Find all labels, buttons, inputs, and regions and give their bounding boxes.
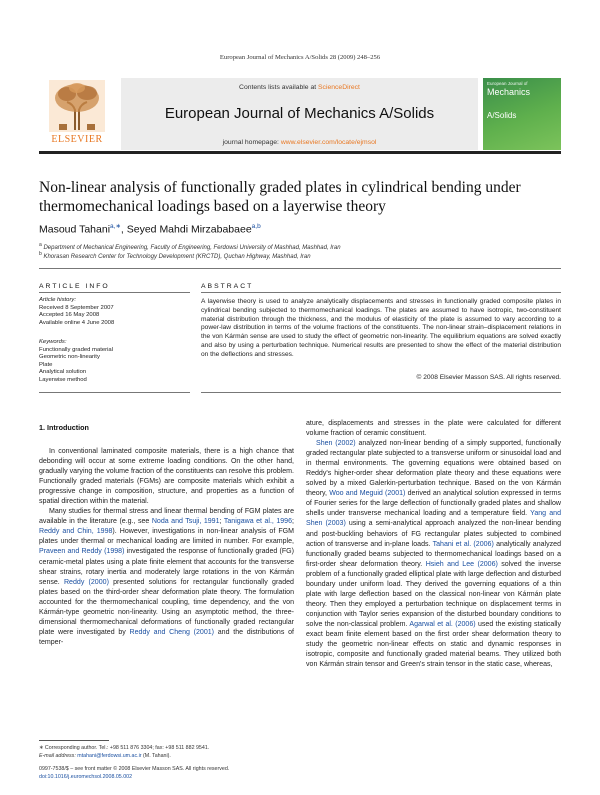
history-accepted: Accepted 16 May 2008 [39, 312, 100, 319]
history-online: Available online 4 June 2008 [39, 319, 115, 326]
affiliation-mark: b [39, 251, 42, 257]
citation-link[interactable]: Tanigawa et al., 1996 [223, 518, 293, 526]
citation-link[interactable]: Noda and Tsuji, 1991 [151, 518, 220, 526]
citation-link[interactable]: Woo and Meguid (2001) [329, 490, 406, 498]
journal-name: European Journal of Mechanics A/Solids [164, 105, 435, 122]
citation-link[interactable]: Reddy and Cheng (2001) [129, 628, 215, 636]
cover-title-text: Mechanics [487, 87, 531, 97]
text-run: analytically analyzed functionally graded beams subjected to thermomechanical loadings based on a first-order shear deformation theory. [306, 540, 561, 568]
right-column [306, 419, 561, 670]
divider [39, 268, 561, 269]
citation-link[interactable]: Reddy (2000) [63, 578, 109, 586]
email-label: E-mail address: [39, 753, 78, 759]
article-title: Non-linear analysis of functionally graded plates in cylindrical bending under thermomechanical loadings based on a layerwise theory [39, 179, 521, 215]
text-run: used the existing statically exact beam finite element based on the first order shear deformation theory to study the geometric non-linear effects on static and dynamic responses in isotropic, composite and functionally graded material beams. They utilized both von Kármán strain tensor and Green's strain tensor in the static case, whereas, [306, 620, 561, 669]
text-run: analyzed non-linear bending of a simply supported, functionally graded rectangular plate subjected to a transverse uniform or sinusoidal load and in thermal environments. The governing equations were obtained based on Reddy's higher-order shear deformation plate theory and these equations were solved by a mixed Galerkin-perturbation technique. Based on the von Kármán theory, [306, 440, 561, 498]
paragraph: In conventional laminated composite materials, there is a high chance that debonding will occur at some extreme loading conditions. On the other hand, gradually varying the volume fraction of the constituents can resolve this problem. Functionally graded materials (FGMs) are composite materials which exhibit a progressive change in composition, structure, and properties as a function of spatial direction within the material. [39, 448, 294, 506]
elsevier-logo [39, 78, 115, 150]
author-affil-mark[interactable]: a,∗ [110, 223, 121, 230]
keywords-label: Keywords: [39, 339, 67, 345]
keyword: Geometric non-linearity [39, 354, 100, 361]
author-separator: , [120, 223, 127, 236]
text-run: ). However, investigations in non-linear analysis of FGM plates under thermal or mechanical loading are limited in number. For example, [39, 528, 294, 546]
history-received: Received 8 September 2007 [39, 304, 114, 311]
publisher-name: ELSEVIER [51, 134, 103, 145]
text-run: solved the inverse problem of a functionally graded elliptical plate with large deflection and disturbed boundary under uniform load. They derived the governing equations of a thin plate with large deflection based on the classical non-linear von Kármán plate theory. Then they employed a perturbation technique on displacement terms in conjunction with Taylor series expansion of the disturbed boundary conditions to solve the non-classical problem. [306, 560, 561, 628]
contents-prefix: Contents lists available at [239, 84, 319, 91]
keyword: Plate [39, 361, 53, 368]
doi-text[interactable]: doi:10.1016/j.euromechsol.2008.05.002 [39, 774, 133, 780]
journal-cover-image [483, 78, 561, 150]
journal-homepage [121, 139, 478, 146]
article-info-heading: ARTICLE INFO [39, 283, 110, 290]
issn-line: 0997-7538/$ – see front matter © 2008 Elsevier Masson SAS. All rights reserved. [39, 766, 230, 772]
email-suffix: (M. Tahani). [141, 753, 171, 759]
contents-line [121, 78, 478, 91]
cover-sub-text: A/Solids [487, 111, 517, 120]
affiliation-mark: a [39, 242, 42, 248]
author-name: Seyed Mahdi Mirzababaee [126, 223, 252, 236]
divider [39, 392, 190, 393]
author-affil-mark[interactable]: a,b [251, 223, 261, 230]
email-note [39, 753, 299, 760]
divider [201, 292, 561, 293]
article-history [39, 297, 190, 327]
affiliation [39, 242, 341, 251]
text-run: Many studies for thermal stress and linear thermal bending of FGM plates are available in the literature (e.g., see [39, 508, 294, 526]
keywords [39, 339, 190, 385]
text-run: derived an analytical solution expressed in terms of Fourier series for the large deflection of functionally graded plates and shallow shells under transverse mechanical loading and a temperature field. [306, 490, 561, 518]
keyword: Functionally graded material [39, 346, 113, 353]
citation-link[interactable]: Hsieh and Lee (2006) [425, 560, 498, 568]
journal-masthead [39, 78, 561, 154]
history-label: Article history: [39, 297, 76, 303]
citation-link[interactable]: Shen (2002) [316, 440, 356, 448]
copyright: © 2008 Elsevier Masson SAS. All rights reserved. [416, 374, 561, 381]
keyword: Layerwise method [39, 376, 87, 383]
text-run: presented solutions for rectangular functionally graded plates based on the third-order shear deformation plate theory. The formulation accounted for the thermomechanical coupling, time dependency, and the von Kármán-type geometric non-linearity. Using an asymptotic method, the three-dimensional thermomechanical deformations of functionally graded rectangular plate were investigated by [39, 578, 294, 636]
keyword: Analytical solution [39, 369, 87, 376]
section-heading: 1. Introduction [39, 423, 89, 432]
email-link[interactable]: mtahani@ferdowsi.um.ac.ir [77, 753, 142, 759]
running-head: European Journal of Mechanics A/Solids 28 (2009) 248–256 [219, 54, 381, 61]
masthead-center [121, 78, 478, 150]
abstract-heading: ABSTRACT [201, 283, 254, 290]
paragraph [306, 439, 561, 670]
citation-link[interactable]: Praveen and Reddy (1998) [39, 548, 125, 556]
citation-link[interactable]: Reddy and Chin, 1998 [39, 528, 113, 536]
affiliation [39, 251, 311, 260]
homepage-url-link[interactable]: www.elsevier.com/locate/ejmsol [280, 139, 377, 146]
citation-link[interactable]: Yang and Shen (2003) [306, 510, 562, 528]
author-list [39, 222, 261, 236]
text-run: and the distributions of temper- [39, 628, 294, 646]
citation-link[interactable]: Agarwal et al. (2006) [409, 620, 476, 628]
affiliation-text: Department of Mechanical Engineering, Faculty of Engineering, Ferdowsi University of Mashhad, Mashhad, Iran [43, 245, 341, 251]
author-name: Masoud Tahani [39, 223, 111, 236]
divider [39, 292, 190, 293]
text-run: investigated the response of functionally graded (FG) ceramic-metal plates using a plate finite element that accounts for the transverse shear strains, rotary inertia and moderately large rotations in the von Kármán sense. [39, 548, 294, 586]
cover-top-text: European Journal of [487, 81, 528, 86]
doi-link[interactable] [39, 774, 299, 781]
abstract-text: A layerwise theory is used to analyze analytically displacements and stresses in functionally graded composite plates in cylindrical bending subjected to thermomechanical loadings. The plates are assumed to have isotropic, two-constituent material distribution through the thickness, and the modulus of elasticity of the plate is assumed to vary according to a power-law distribution in terms of the volume fractions of the constituents. The non-linear strain–displacement relations in the von Kármán sense are used to study the effect of geometric non-linearity. The equilibrium equations are solved exactly and also by using a perturbation technique. Numerical results are presented to show the effect of the material distribution on the deflections and stresses. [201, 298, 561, 358]
paragraph [39, 507, 294, 648]
citation-link[interactable]: Tahani et al. (2006) [432, 540, 494, 548]
sciencedirect-link[interactable]: ScienceDirect [318, 84, 360, 91]
paragraph: ature, displacements and stresses in the plate were calculated for different volume fraction of ceramic constituent. [306, 420, 561, 438]
elsevier-tree-icon [49, 80, 105, 132]
left-column [39, 447, 294, 648]
corresponding-author-note: ∗ Corresponding author. Tel.: +98 511 876 3304; fax: +98 511 882 9541. [39, 745, 210, 751]
divider [201, 392, 561, 393]
homepage-prefix: journal homepage: [222, 139, 281, 146]
affiliation-text: Khorasan Research Center for Technology Development (KRCTD), Quchan Highway, Mashhad, Iran [43, 254, 311, 260]
footnote-rule [39, 740, 109, 741]
text-run: using a semi-analytical approach analyzed the non-linear bending and post-buckling behaviors of FG rectangular plates subjected to combined action of transverse and in-plane loads. [306, 520, 561, 548]
text-run: ; [219, 518, 224, 526]
text-run: ; [292, 518, 294, 526]
